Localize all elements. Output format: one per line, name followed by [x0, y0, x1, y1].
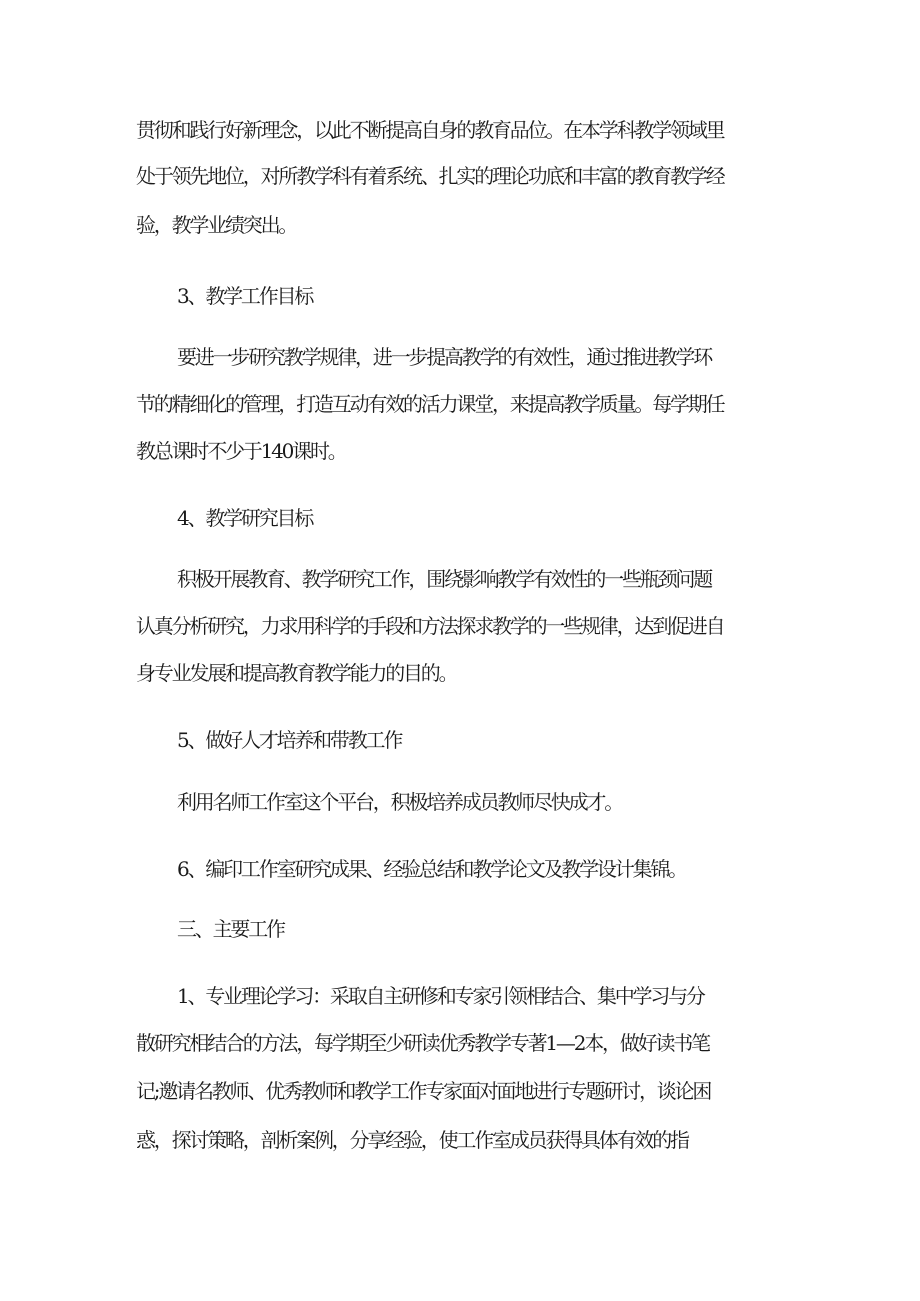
body-text-line: 记;邀请名教师、优秀教师和教学工作专家面对面地进行专题研讨，谈论困: [136, 1079, 711, 1103]
body-text-line: 节的精细化的管理，打造互动有效的活力课堂，来提高教学质量。每学期任: [136, 392, 724, 416]
chapter-heading: 三、主要工作: [177, 917, 284, 941]
body-text-line: 散研究相结合的方法，每学期至少研读优秀教学专著1—2本，做好读书笔: [136, 1031, 709, 1055]
section-heading: 4、教学研究目标: [177, 506, 313, 530]
section-heading: 6、编印工作室研究成果、经验总结和教学论文及教学设计集锦。: [177, 857, 686, 881]
body-text-line: 利用名师工作室这个平台，积极培养成员教师尽快成才。: [177, 790, 622, 814]
body-text-line: 处于领先地位，对所教学科有着系统、扎实的理论功底和丰富的教育教学经: [136, 164, 724, 188]
section-heading: 3、教学工作目标: [177, 284, 313, 308]
body-text-line: 教总课时不少于140课时。: [136, 439, 346, 463]
body-text-line: 1、专业理论学习：采取自主研修和专家引领相结合、集中学习与分: [177, 984, 704, 1008]
body-text-line: 身专业发展和提高教育教学能力的目的。: [136, 661, 457, 685]
body-text-line: 验，教学业绩突出。: [136, 213, 297, 237]
body-text-line: 积极开展教育、教学研究工作，围绕影响教学有效性的一些瓶颈问题: [177, 567, 711, 591]
body-text-line: 惑，探讨策略，剖析案例，分享经验，使工作室成员获得具体有效的指: [136, 1128, 688, 1152]
body-text-line: 要进一步研究教学规律，进一步提高教学的有效性，通过推进教学环: [177, 345, 711, 369]
body-text-line: 认真分析研究，力求用科学的手段和方法探求教学的一些规律，达到促进自: [136, 614, 724, 638]
section-heading: 5、做好人才培养和带教工作: [177, 728, 402, 752]
body-text-line: 贯彻和践行好新理念，以此不断提高自身的教育品位。在本学科教学领域里: [136, 118, 724, 142]
